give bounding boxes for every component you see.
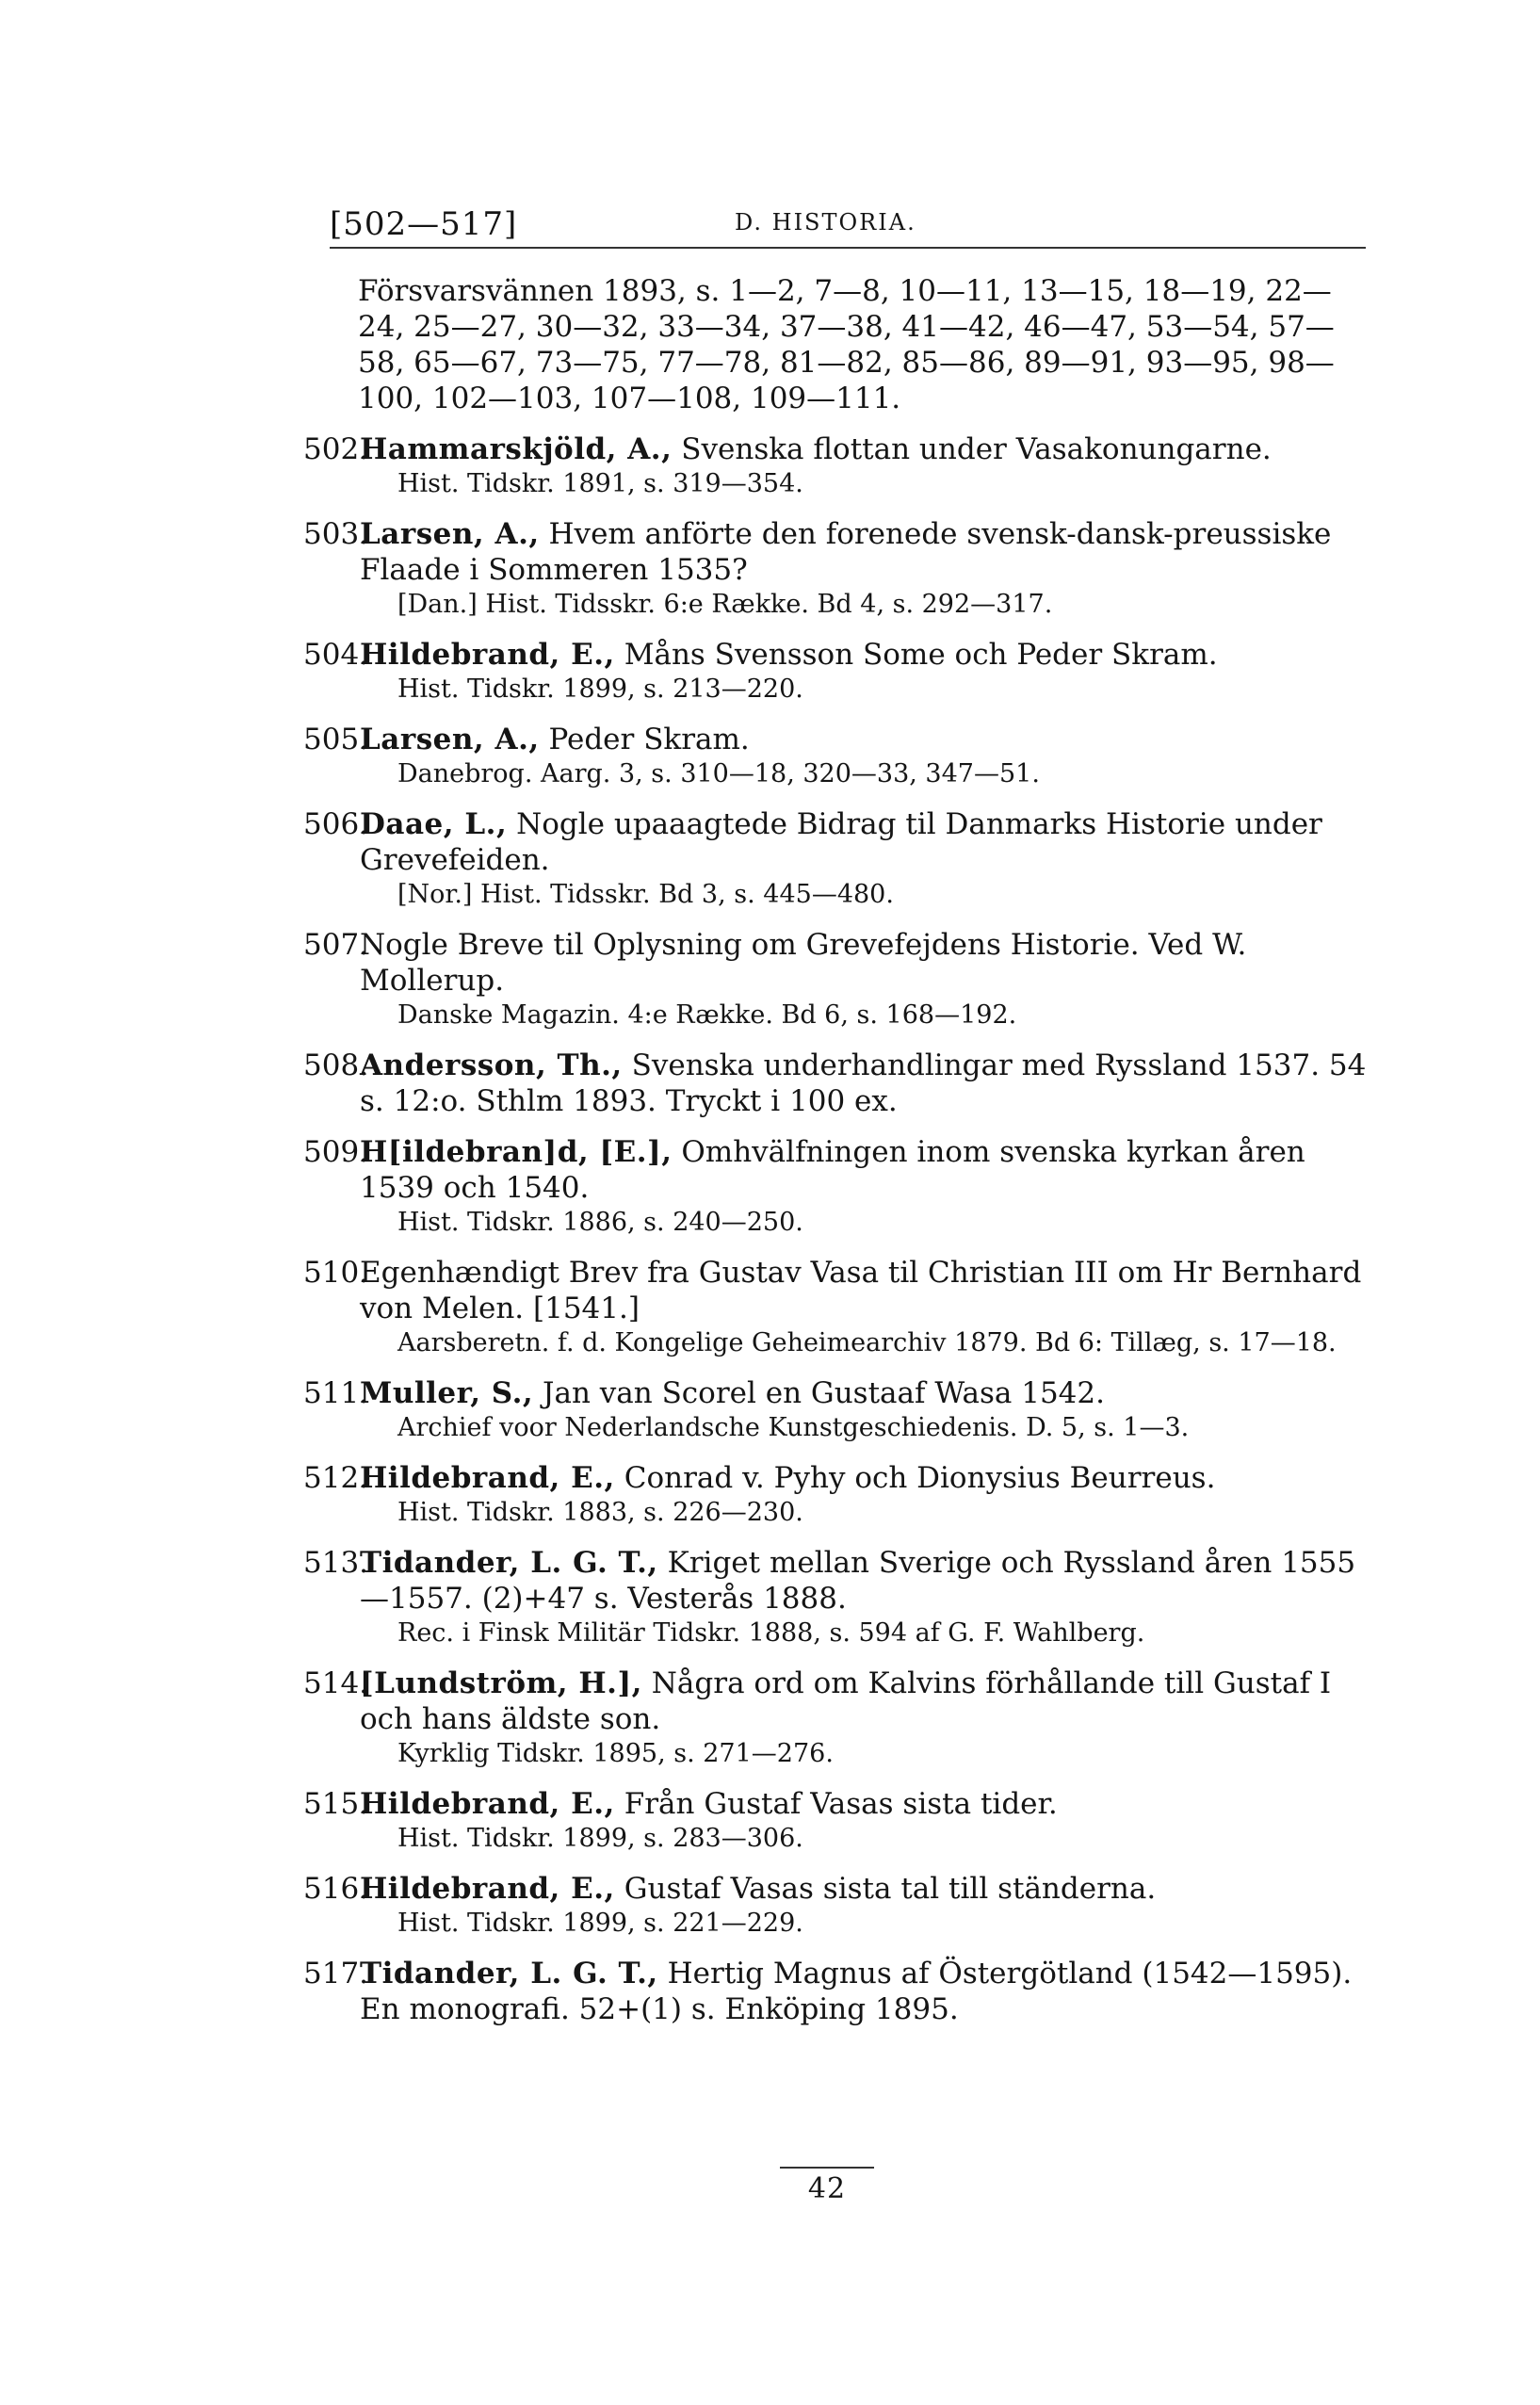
section-title: D. HISTORIA.	[735, 209, 916, 236]
entry-number: 508.	[303, 1048, 369, 1082]
entry-list	[303, 431, 1375, 2027]
entry-number: 516.	[303, 1872, 369, 1906]
entry-main	[360, 1956, 1375, 2027]
entry-author: Muller, S.,	[360, 1376, 534, 1410]
entry-number: 504.	[303, 638, 369, 672]
entry-number: 505.	[303, 723, 369, 756]
entry-title: Hertig Magnus af Östergötland (1542—1595). En monografi. 52+(1) s. Enköping 1895.	[360, 1957, 1353, 2026]
entry-reference: Danebrog. Aarg. 3, s. 310—18, 320—33, 347—51.	[397, 759, 1040, 788]
bibliography-entry	[303, 431, 1375, 501]
entry-title: Omhvälfningen inom svenska kyrkan åren 1539 och 1540.	[360, 1135, 1305, 1205]
entry-title: Några ord om Kalvins förhållande till Gustaf I och hans äldste son.	[360, 1666, 1332, 1736]
entry-main	[360, 1375, 1375, 1411]
entry-reference: Hist. Tidskr. 1899, s. 283—306.	[397, 1824, 803, 1853]
entry-main	[360, 1460, 1375, 1496]
entry-author: Larsen, A.,	[360, 517, 540, 551]
entry-author: Larsen, A.,	[360, 723, 540, 756]
bibliography-entry	[303, 927, 1375, 1032]
entry-number: 511.	[303, 1376, 369, 1410]
bibliography-entry	[303, 1956, 1375, 2027]
entry-number: 514.	[303, 1666, 369, 1700]
entry-main	[360, 722, 1375, 757]
entry-number: 506.	[303, 807, 369, 841]
entry-title: Gustaf Vasas sista tal till ständerna.	[624, 1872, 1157, 1906]
entry-author: Hildebrand, E.,	[360, 1461, 615, 1495]
entry-title: Svenska underhandlingar med Ryssland 1537. 54 s. 12:o. Sthlm 1893. Tryckt i 100 ex.	[360, 1048, 1367, 1118]
entry-main	[360, 516, 1375, 588]
entry-reference: Hist. Tidskr. 1886, s. 240—250.	[397, 1208, 803, 1237]
entry-reference: Rec. i Finsk Militär Tidskr. 1888, s. 594 af G. F. Wahlberg.	[397, 1618, 1145, 1648]
bibliography-entry	[303, 516, 1375, 622]
entry-author: Tidander, L. G. T.,	[360, 1957, 658, 1991]
entry-reference: Hist. Tidskr. 1899, s. 221—229.	[397, 1909, 803, 1938]
entry-main	[360, 1786, 1375, 1822]
entry-reference: [Nor.] Hist. Tidsskr. Bd 3, s. 445—480.	[397, 880, 894, 909]
bibliography-body	[303, 273, 1375, 2027]
header-rule	[330, 247, 1366, 249]
entry-reference: Hist. Tidskr. 1899, s. 213—220.	[397, 674, 803, 704]
entry-reference: Aarsberetn. f. d. Kongelige Geheimearchiv 1879. Bd 6: Tillæg, s. 17—18.	[397, 1328, 1337, 1357]
entry-range: [502—517]	[330, 205, 518, 243]
entry-reference: Kyrklig Tidskr. 1895, s. 271—276.	[397, 1739, 834, 1768]
entry-main	[360, 1048, 1375, 1119]
entry-author: Daae, L.,	[360, 807, 508, 841]
entry-title: Svenska flottan under Vasakonungarne.	[681, 432, 1272, 466]
entry-title: Peder Skram.	[548, 723, 750, 756]
entry-author: Hildebrand, E.,	[360, 638, 615, 672]
bibliography-entry	[303, 722, 1375, 791]
entry-number: 507.	[303, 928, 369, 962]
entry-author: Andersson, Th.,	[360, 1048, 623, 1082]
bibliography-entry	[303, 1871, 1375, 1941]
entry-title: Från Gustaf Vasas sista tider.	[624, 1787, 1058, 1821]
entry-main	[360, 927, 1375, 999]
entry-title: Egenhændigt Brev fra Gustav Vasa til Christian III om Hr Bernhard von Melen. [1541.]	[360, 1256, 1362, 1325]
footer-rule	[780, 2167, 874, 2169]
entry-reference: Danske Magazin. 4:e Række. Bd 6, s. 168—192.	[397, 1000, 1017, 1030]
entry-author: Hildebrand, E.,	[360, 1872, 615, 1906]
bibliography-entry	[303, 1666, 1375, 1771]
entry-reference: Hist. Tidskr. 1891, s. 319—354.	[397, 469, 803, 498]
bibliography-entry	[303, 1460, 1375, 1530]
entry-reference: [Dan.] Hist. Tidsskr. 6:e Række. Bd 4, s. 292—317.	[397, 590, 1053, 619]
entry-number: 503.	[303, 517, 369, 551]
entry-number: 509.	[303, 1135, 369, 1169]
entry-author: Hammarskjöld, A.,	[360, 432, 673, 466]
entry-author: Tidander, L. G. T.,	[360, 1546, 658, 1580]
entry-title: Nogle Breve til Oplysning om Grevefejdens Historie. Ved W. Mollerup.	[360, 928, 1247, 998]
entry-title: Kriget mellan Sverige och Ryssland åren 1555—1557. (2)+47 s. Vesterås 1888.	[360, 1546, 1356, 1616]
entry-reference: Hist. Tidskr. 1883, s. 226—230.	[397, 1498, 803, 1527]
page-footer	[780, 2167, 874, 2205]
entry-title: Jan van Scorel en Gustaaf Wasa 1542.	[543, 1376, 1105, 1410]
bibliography-entry	[303, 1375, 1375, 1445]
entry-reference: Archief voor Nederlandsche Kunstgeschiedenis. D. 5, s. 1—3.	[397, 1413, 1190, 1442]
entry-title: Måns Svensson Some och Peder Skram.	[624, 638, 1218, 672]
entry-author: H[ildebran]d, [E.],	[360, 1135, 673, 1169]
entry-number: 510.	[303, 1256, 369, 1290]
entry-title: Nogle upaaagtede Bidrag til Danmarks Historie under Grevefeiden.	[360, 807, 1322, 877]
entry-title: Hvem anförte den forenede svensk-dansk-preussiske Flaade i Sommeren 1535?	[360, 517, 1332, 587]
bibliography-entry	[303, 1048, 1375, 1119]
continuation-paragraph: Försvarsvännen 1893, s. 1—2, 7—8, 10—11, 13—15, 18—19, 22—24, 25—27, 30—32, 33—34, 37—38, 41—42, 46—47, 53—54, 57—58, 65—67, 73—75, 77—78, 81—82, 85—86, 89—91, 93—95, 98—100, 102—103, 107—108, 109—111.	[358, 274, 1335, 415]
entry-number: 513.	[303, 1546, 369, 1580]
entry-main	[360, 1871, 1375, 1907]
entry-number: 517.	[303, 1957, 369, 1991]
entry-main	[360, 1666, 1375, 1737]
entry-main	[360, 1545, 1375, 1617]
bibliography-entry	[303, 806, 1375, 912]
entry-main	[360, 431, 1375, 467]
entry-author: [Lundström, H.],	[360, 1666, 642, 1700]
entry-number: 502.	[303, 432, 369, 466]
bibliography-entry	[303, 1545, 1375, 1650]
bibliography-entry	[303, 1134, 1375, 1240]
entry-main	[360, 806, 1375, 878]
page-header	[330, 205, 1366, 243]
entry-main	[360, 1134, 1375, 1206]
entry-number: 512.	[303, 1461, 369, 1495]
entry-main	[360, 637, 1375, 673]
entry-number: 515.	[303, 1787, 369, 1821]
entry-title: Conrad v. Pyhy och Dionysius Beurreus.	[624, 1461, 1216, 1495]
entry-main	[360, 1255, 1375, 1326]
bibliography-entry	[303, 637, 1375, 707]
bibliography-entry	[303, 1786, 1375, 1856]
entry-author: Hildebrand, E.,	[360, 1787, 615, 1821]
page-number: 42	[807, 2172, 847, 2205]
bibliography-entry	[303, 1255, 1375, 1360]
